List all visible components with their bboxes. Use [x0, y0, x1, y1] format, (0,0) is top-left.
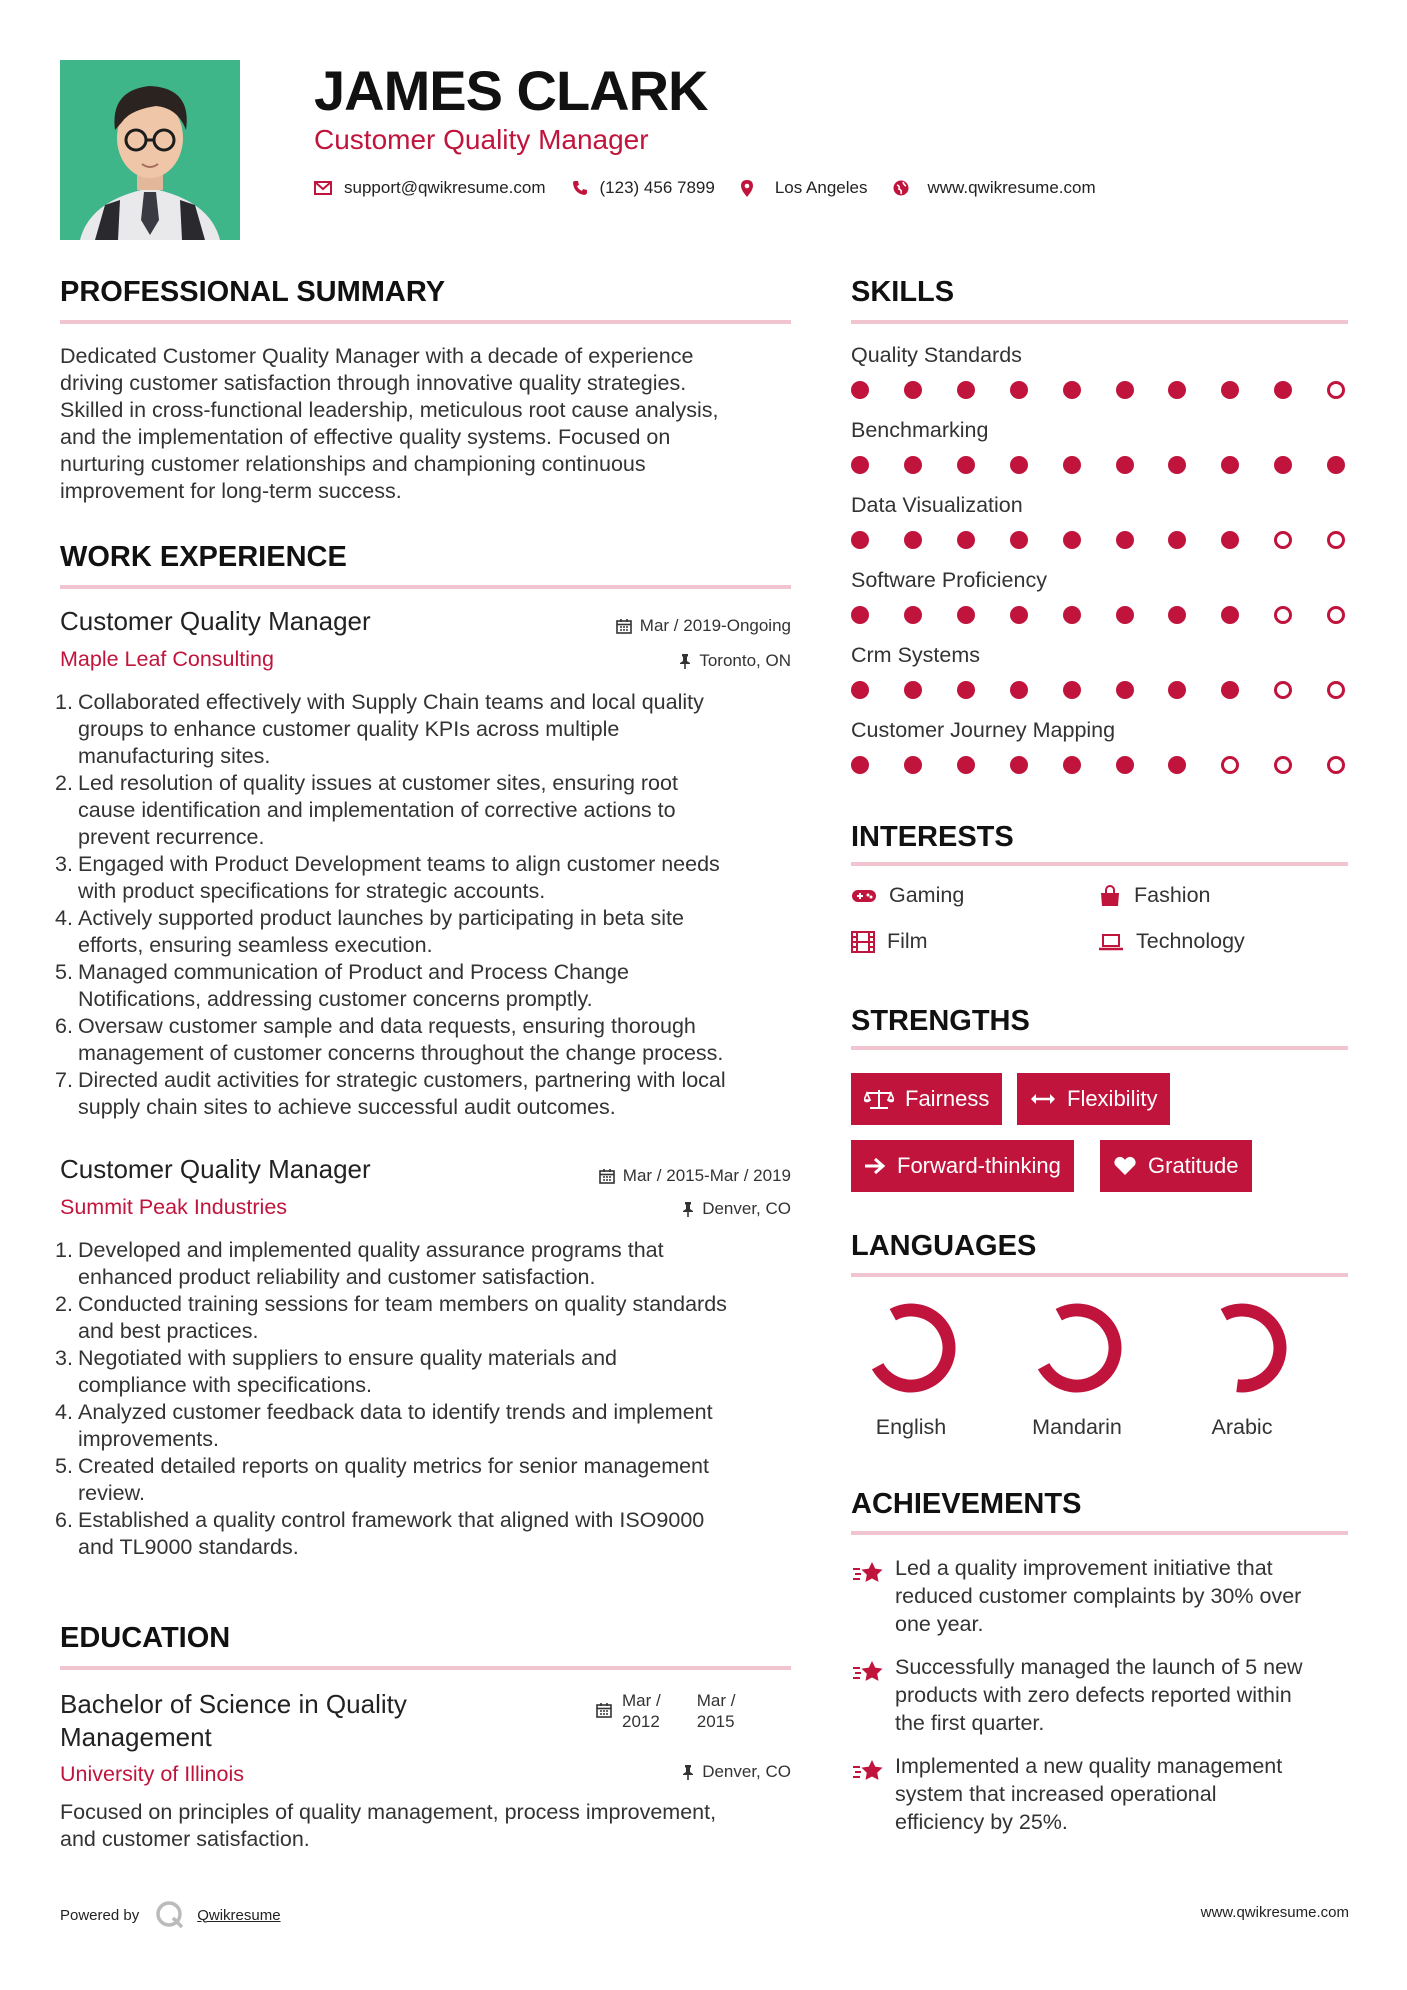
arrows-icon: [1030, 1092, 1056, 1106]
skill-dot-filled: [1010, 531, 1028, 549]
heart-icon: [1113, 1156, 1137, 1176]
calendar-icon: [596, 1702, 612, 1718]
education-location-text: Denver, CO: [702, 1762, 791, 1781]
education-end-month: Mar /: [696, 1691, 736, 1710]
job-location: [480, 651, 791, 671]
pin-icon: [682, 1201, 694, 1217]
skill-dot-filled: [957, 606, 975, 624]
skill-dot-filled: [1116, 681, 1134, 699]
education-location: [480, 1762, 791, 1782]
skill-dot-filled: [957, 756, 975, 774]
bag-icon: [1098, 885, 1122, 907]
skill-dot-filled: [1116, 456, 1134, 474]
email-icon: [314, 181, 332, 195]
experience-heading: WORK EXPERIENCE: [60, 541, 347, 573]
job-dates-text: Mar / 2015-Mar / 2019: [622, 1166, 791, 1185]
skill-dot-filled: [957, 456, 975, 474]
achievement-item: [851, 1653, 1351, 1743]
skill-dot-filled: [851, 381, 869, 399]
skill-dot-filled: [904, 456, 922, 474]
education-start-month: Mar /: [622, 1691, 661, 1710]
duty-item: 6. Oversaw customer sample and data requests, ensuring thorough management of customer concerns throughout the change process.: [55, 1014, 724, 1065]
contact-phone[interactable]: [572, 178, 715, 198]
duty-item: 4. Analyzed customer feedback data to identify trends and implement improvements.: [55, 1400, 713, 1451]
film-icon: [851, 931, 875, 953]
education-description-line: and customer satisfaction.: [60, 1827, 310, 1851]
globe-icon: [893, 180, 909, 196]
summary-rule: [60, 320, 791, 324]
education-description-line: Focused on principles of quality management, process improvement,: [60, 1800, 717, 1824]
skill-dot-filled: [851, 681, 869, 699]
job-company: Maple Leaf Consulting: [60, 647, 274, 671]
achievement-item: [851, 1554, 1351, 1644]
duty-item: 5. Managed communication of Product and Process Change Notifications, addressing customer concerns promptly.: [55, 960, 629, 1011]
phone-icon: [572, 180, 588, 196]
interest-label: Technology: [1136, 929, 1245, 953]
education-dates: [596, 1690, 735, 1732]
skill-dot-empty: [1274, 531, 1292, 549]
skill-rating: [851, 681, 1345, 703]
map-pin-icon: [741, 180, 753, 197]
skill-dot-filled: [1116, 531, 1134, 549]
skill-dot-filled: [1010, 381, 1028, 399]
skill-dot-filled: [1221, 531, 1239, 549]
skill-dot-filled: [1221, 681, 1239, 699]
duty-item: 6. Established a quality control framework that aligned with ISO9000 and TL9000 standards.: [55, 1508, 705, 1559]
strengths-rule: [851, 1046, 1348, 1050]
summary-text: [60, 343, 800, 505]
skill-dot-filled: [1168, 681, 1186, 699]
contact-website-text: www.qwikresume.com: [927, 178, 1096, 197]
job-dates: [480, 616, 791, 636]
achievements-rule: [851, 1531, 1348, 1535]
qwikresume-logo-icon: [155, 1900, 185, 1930]
star-icon: [851, 1659, 885, 1687]
skill-name: Customer Journey Mapping: [851, 718, 1116, 742]
calendar-icon: [599, 1168, 615, 1184]
interest-label: Film: [887, 929, 928, 953]
skill-dot-filled: [1116, 756, 1134, 774]
skills-rule: [851, 320, 1348, 324]
brand-link[interactable]: Qwikresume: [197, 1906, 281, 1924]
interest-label: Fashion: [1134, 883, 1211, 907]
laptop-icon: [1098, 932, 1124, 952]
skill-dot-empty: [1327, 606, 1345, 624]
skill-dot-filled: [1221, 381, 1239, 399]
contact-email[interactable]: [314, 178, 546, 198]
skill-dot-empty: [1327, 681, 1345, 699]
summary-line: Skilled in cross-functional leadership, meticulous root cause analysis,: [60, 398, 719, 422]
contact-location: [741, 178, 868, 198]
skill-name: Data Visualization: [851, 493, 1023, 517]
skill-dot-filled: [1063, 756, 1081, 774]
languages-rule: [851, 1273, 1348, 1277]
skill-dot-filled: [1116, 606, 1134, 624]
job-location: [480, 1199, 791, 1219]
job-dates-text: Mar / 2019-Ongoing: [639, 616, 791, 635]
skill-dot-filled: [851, 606, 869, 624]
contact-website[interactable]: [893, 178, 1095, 198]
skill-dot-filled: [851, 456, 869, 474]
interest-item: [851, 883, 964, 908]
skill-name: Benchmarking: [851, 418, 989, 442]
skill-dot-filled: [957, 681, 975, 699]
strength-badge: [1017, 1073, 1170, 1125]
skill-name: Quality Standards: [851, 343, 1022, 367]
skill-dot-filled: [851, 531, 869, 549]
skill-name: Software Proficiency: [851, 568, 1047, 592]
experience-rule: [60, 585, 791, 589]
interest-item: [851, 929, 928, 954]
job-title: Customer Quality Manager: [60, 1154, 371, 1184]
strength-label: Fairness: [905, 1086, 990, 1111]
contact-phone-text: (123) 456 7899: [599, 178, 715, 197]
strengths-heading: STRENGTHS: [851, 1005, 1030, 1037]
summary-line: Dedicated Customer Quality Manager with a decade of experience: [60, 344, 694, 368]
job-dates: [480, 1166, 791, 1186]
duty-item: 1. Collaborated effectively with Supply Chain teams and local quality groups to enhance customer quality KPIs across multiple manufacturing sites.: [55, 690, 704, 768]
summary-line: and the implementation of effective quality systems. Focused on: [60, 425, 671, 449]
skill-dot-filled: [1063, 606, 1081, 624]
footer-url[interactable]: www.qwikresume.com: [1200, 1904, 1349, 1921]
profile-photo: [60, 60, 240, 240]
summary-line: nurturing customer relationships and championing continuous: [60, 452, 646, 476]
skill-dot-filled: [904, 756, 922, 774]
education-description: [60, 1799, 800, 1853]
achievements-heading: ACHIEVEMENTS: [851, 1488, 1082, 1520]
interest-item: [1098, 929, 1245, 954]
degree-line: Management: [60, 1722, 212, 1752]
skill-dot-empty: [1274, 606, 1292, 624]
skill-dot-filled: [1168, 531, 1186, 549]
skill-dot-filled: [1010, 756, 1028, 774]
languages-heading: LANGUAGES: [851, 1230, 1037, 1262]
skill-rating: [851, 456, 1345, 478]
footer-powered-by: [60, 1900, 281, 1930]
skill-dot-filled: [904, 381, 922, 399]
language-name: English: [875, 1415, 947, 1439]
skill-dot-filled: [1168, 381, 1186, 399]
strength-badge: [1100, 1140, 1252, 1192]
duty-item: 5. Created detailed reports on quality metrics for senior management review.: [55, 1454, 709, 1505]
summary-line: improvement for long-term success.: [60, 479, 402, 503]
job-duties: [55, 689, 800, 1121]
skill-dot-filled: [904, 606, 922, 624]
skill-dot-filled: [1221, 456, 1239, 474]
language-gauge-arc: [1044, 1310, 1115, 1386]
skill-dot-filled: [1116, 381, 1134, 399]
interest-label: Gaming: [889, 883, 965, 907]
job-location-text: Toronto, ON: [699, 651, 791, 670]
duty-item: 4. Actively supported product launches by participating in beta site efforts, ensuring seamless execution.: [55, 906, 684, 957]
achievement-text: Implemented a new quality management system that increased operational efficiency by 25%.: [895, 1754, 1283, 1834]
skill-rating: [851, 756, 1345, 778]
interest-item: [1098, 883, 1211, 908]
skill-dot-filled: [904, 681, 922, 699]
degree-line: Bachelor of Science in Quality: [60, 1689, 407, 1719]
skill-dot-filled: [1010, 606, 1028, 624]
skill-rating: [851, 381, 1345, 403]
language-gauge-arc: [878, 1310, 949, 1386]
skill-dot-filled: [1274, 381, 1292, 399]
pin-icon: [679, 653, 691, 669]
education-heading: EDUCATION: [60, 1622, 231, 1654]
contact-location-text: Los Angeles: [774, 178, 868, 197]
language-gauge: [1017, 1300, 1137, 1400]
job-duties: [55, 1237, 800, 1561]
duty-item: 3. Engaged with Product Development teams to align customer needs with product specifications for strategic accounts.: [55, 852, 720, 903]
skill-dot-filled: [957, 381, 975, 399]
duty-item: 2. Conducted training sessions for team members on quality standards and best practices.: [55, 1292, 727, 1343]
skill-rating: [851, 606, 1345, 628]
achievement-text: Led a quality improvement initiative that reduced customer complaints by 30% over one year.: [895, 1556, 1302, 1636]
interests-rule: [851, 862, 1348, 866]
skill-dot-filled: [1221, 606, 1239, 624]
pin-icon: [682, 1764, 694, 1780]
language-gauge-arc: [1224, 1310, 1280, 1386]
scale-icon: [864, 1088, 894, 1110]
skills-heading: SKILLS: [851, 276, 955, 308]
skill-dot-filled: [1168, 456, 1186, 474]
skill-dot-empty: [1327, 531, 1345, 549]
skill-dot-empty: [1274, 756, 1292, 774]
duty-item: 7. Directed audit activities for strategic customers, partnering with local supply chain sites to achieve successful audit outcomes.: [55, 1068, 726, 1119]
skill-dot-filled: [957, 531, 975, 549]
summary-line: driving customer satisfaction through innovative quality strategies.: [60, 371, 687, 395]
candidate-role: Customer Quality Manager: [314, 124, 649, 155]
duty-item: 1. Developed and implemented quality assurance programs that enhanced product reliability and customer satisfaction.: [55, 1238, 664, 1289]
skill-dot-filled: [1010, 456, 1028, 474]
skill-name: Crm Systems: [851, 643, 980, 667]
contact-bar: [314, 178, 1122, 198]
job-location-text: Denver, CO: [702, 1199, 791, 1218]
skill-dot-filled: [1327, 456, 1345, 474]
language-gauge: [1182, 1300, 1302, 1400]
skill-dot-empty: [1221, 756, 1239, 774]
skill-dot-empty: [1327, 756, 1345, 774]
achievement-text: Successfully managed the launch of 5 new products with zero defects reported within the first quarter.: [895, 1655, 1303, 1735]
candidate-name: JAMES CLARK: [314, 59, 708, 122]
calendar-icon: [616, 618, 632, 634]
skill-dot-filled: [851, 756, 869, 774]
duty-item: 3. Negotiated with suppliers to ensure quality materials and compliance with specifications.: [55, 1346, 617, 1397]
language-name: Arabic: [1211, 1415, 1273, 1439]
star-icon: [851, 1560, 885, 1588]
skill-dot-empty: [1274, 681, 1292, 699]
skill-dot-filled: [1063, 531, 1081, 549]
language-gauge: [851, 1300, 971, 1400]
interests-heading: INTERESTS: [851, 821, 1014, 853]
skill-rating: [851, 531, 1345, 553]
degree-title: [60, 1688, 407, 1754]
achievement-item: [851, 1752, 1351, 1842]
skill-dot-filled: [1063, 456, 1081, 474]
skill-dot-filled: [1274, 456, 1292, 474]
education-end-year: 2015: [696, 1712, 735, 1731]
education-rule: [60, 1666, 791, 1670]
strength-badge: [851, 1140, 1074, 1192]
strength-label: Forward-thinking: [897, 1153, 1061, 1178]
powered-by-label: Powered by: [60, 1906, 140, 1924]
job-title: Customer Quality Manager: [60, 606, 371, 636]
contact-email-text: support@qwikresume.com: [344, 178, 546, 197]
skill-dot-empty: [1327, 381, 1345, 399]
strength-badge: [851, 1073, 1002, 1125]
school-name: University of Illinois: [60, 1762, 244, 1786]
skill-dot-filled: [1063, 681, 1081, 699]
job-company: Summit Peak Industries: [60, 1195, 288, 1219]
language-name: Mandarin: [1032, 1415, 1122, 1439]
duty-item: 2. Led resolution of quality issues at customer sites, ensuring root cause identification and implementation of corrective actions to prevent recurrence.: [55, 771, 678, 849]
education-start-year: 2012: [622, 1712, 660, 1731]
gamepad-icon: [851, 888, 877, 904]
skill-dot-filled: [1063, 381, 1081, 399]
skill-dot-filled: [1168, 606, 1186, 624]
skill-dot-filled: [1168, 756, 1186, 774]
skill-dot-filled: [904, 531, 922, 549]
strength-label: Flexibility: [1067, 1086, 1158, 1111]
star-icon: [851, 1758, 885, 1786]
strength-label: Gratitude: [1148, 1153, 1239, 1178]
skill-dot-filled: [1010, 681, 1028, 699]
arrow-right-icon: [864, 1157, 886, 1175]
summary-heading: PROFESSIONAL SUMMARY: [60, 276, 446, 308]
